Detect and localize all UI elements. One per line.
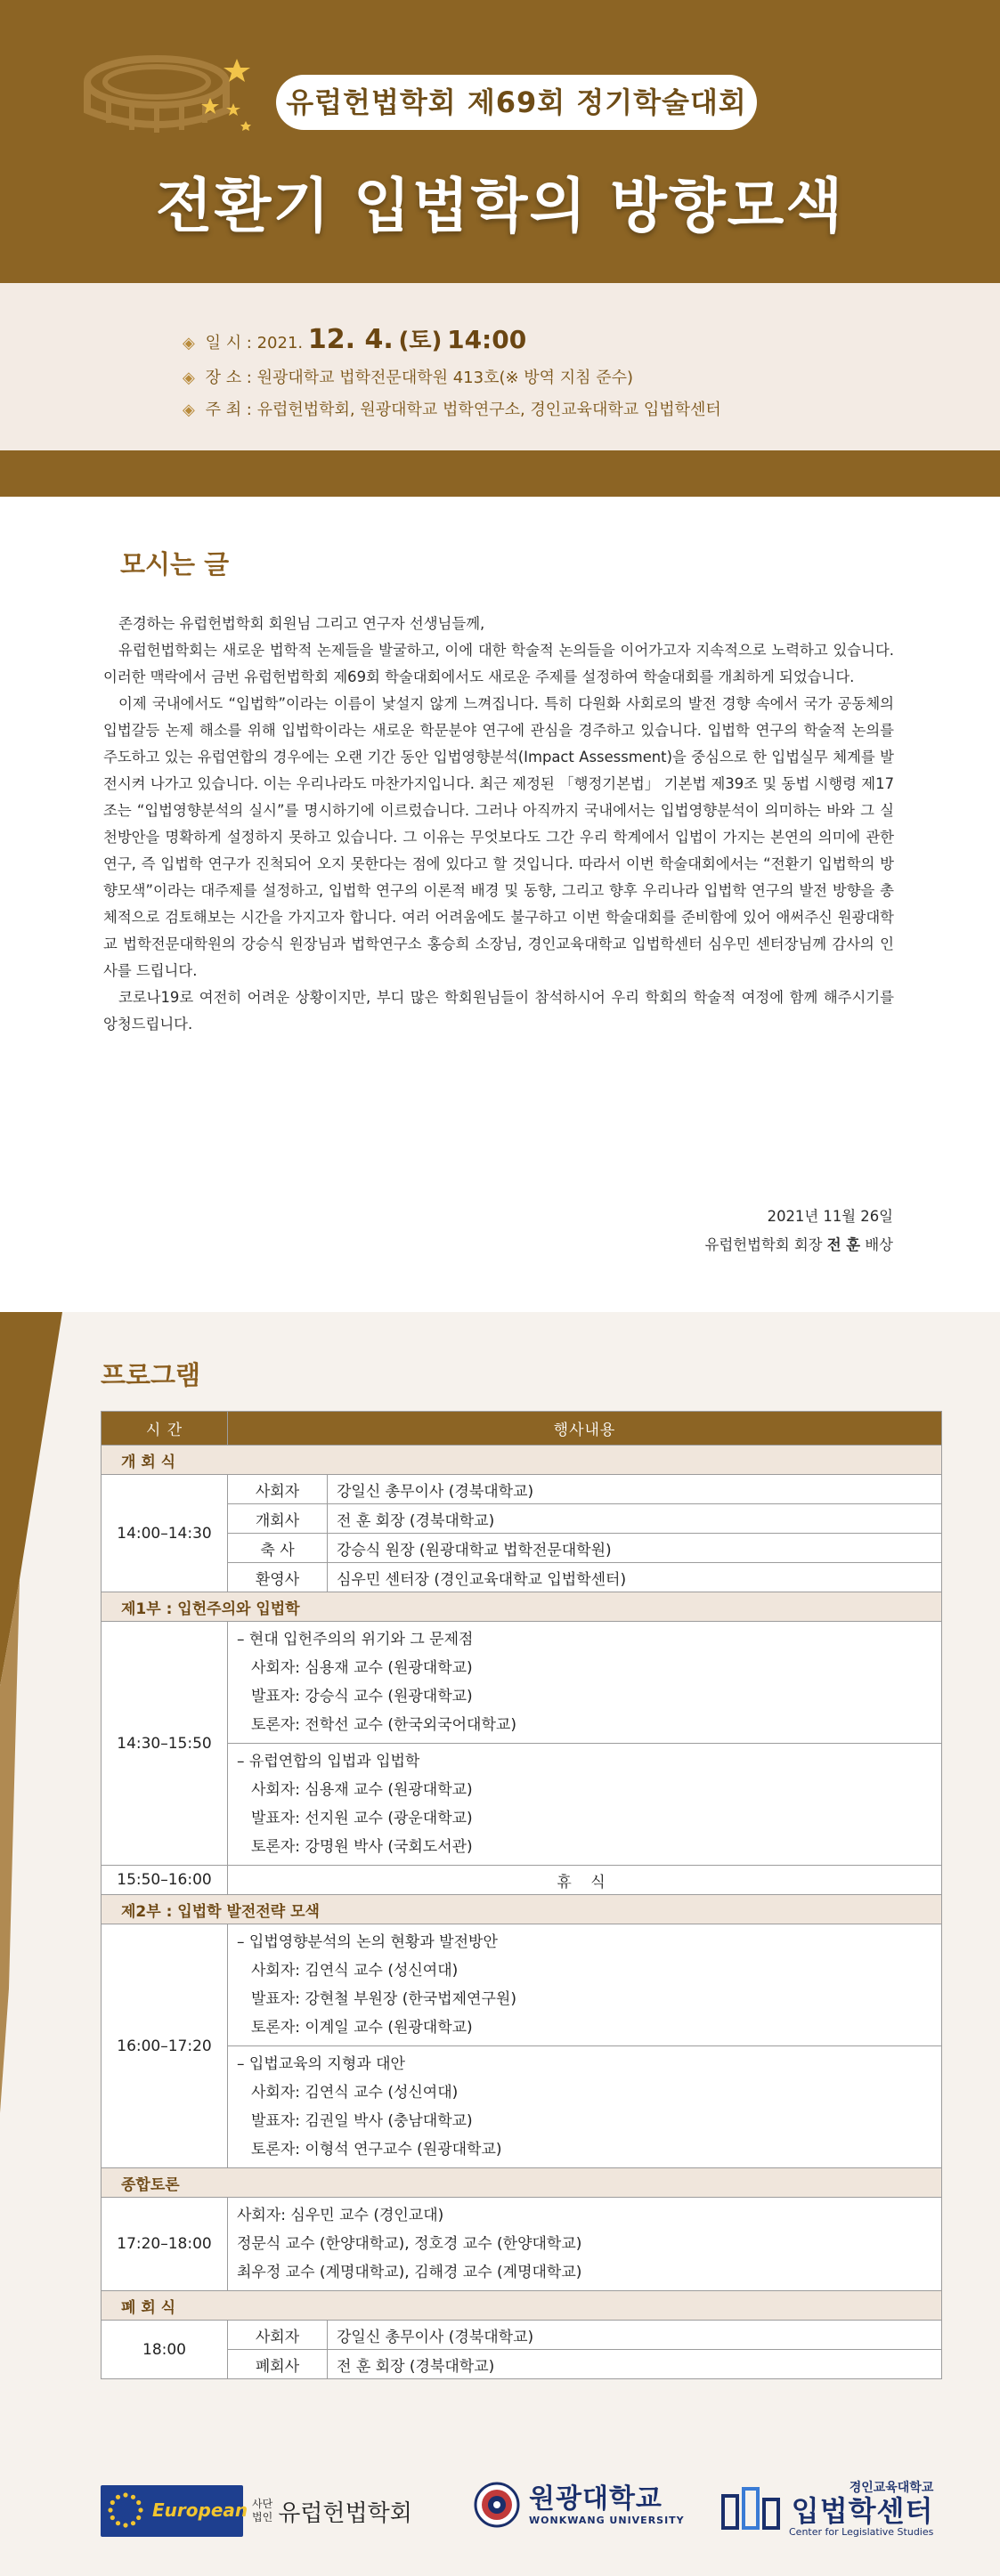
role-cell: 폐회사 — [228, 2350, 328, 2379]
topic-title: – 입법영향분석의 논의 현황과 발전방안 — [237, 1933, 498, 1951]
wonkwang-name — [529, 2484, 685, 2526]
topic-chair: 사회자: 심용재 교수 (원광대학교) — [251, 1659, 473, 1677]
section-label: 개 회 식 — [102, 1446, 942, 1475]
program-title: 프로그램 — [101, 1360, 201, 1390]
topic-title: – 입법교육의 지형과 대안 — [237, 2055, 405, 2073]
event-name-pill: 유럽헌법학회 제69회 정기학술대회 — [276, 75, 757, 130]
time-cell: 14:30–15:50 — [102, 1622, 228, 1866]
wonkwang-emblem-icon — [474, 2482, 520, 2528]
header-time: 시 간 — [102, 1412, 228, 1446]
wonkwang-name-en: WONKWANG UNIVERSITY — [529, 2514, 685, 2526]
topic-chair: 사회자: 심용재 교수 (원광대학교) — [251, 1781, 473, 1799]
topic-chair: 사회자: 김연식 교수 (성신여대) — [251, 2084, 459, 2102]
letter-body — [103, 611, 894, 1038]
time-cell: 16:00–17:20 — [102, 1924, 228, 2168]
header-content: 행사내용 — [228, 1412, 942, 1446]
eu-small-line: 법인 — [252, 2511, 273, 2523]
main-title: 전환기 입법학의 방향모색 — [155, 172, 845, 240]
topic-discussant: 토론자: 이형석 연구교수 (원광대학교) — [251, 2141, 502, 2159]
cl-university: 경인교육대학교 — [849, 2481, 934, 2495]
topic-title: – 유럽연합의 입법과 입법학 — [237, 1753, 420, 1770]
logo-european-constitutional-law-society — [101, 2485, 412, 2537]
event-info — [0, 283, 1000, 450]
table-row — [102, 2198, 942, 2291]
discussion-cell — [228, 2198, 942, 2291]
topic-presenter: 발표자: 선지원 교수 (광운대학교) — [251, 1810, 473, 1827]
topic-chair: 사회자: 김연식 교수 (성신여대) — [251, 1962, 459, 1980]
desc-cell: 강일신 총무이사 (경북대학교) — [328, 2321, 942, 2350]
letter-signature — [705, 1233, 893, 1254]
letter-title: 모시는 글 — [120, 549, 230, 579]
info-place-row — [183, 365, 633, 388]
discussion-line: 최우정 교수 (계명대학교), 김해경 교수 (계명대학교) — [237, 2264, 582, 2281]
eu-flag-icon — [101, 2485, 248, 2537]
section-row-opening — [102, 1446, 942, 1475]
desc-cell: 전 훈 회장 (경북대학교) — [328, 1504, 942, 1534]
info-host-row — [183, 397, 721, 420]
desc-cell: 심우민 센터장 (경인교육대학교 입법학센터) — [328, 1563, 942, 1592]
table-row — [102, 2046, 942, 2168]
letter-paragraph: 이제 국내에서도 “입법학”이라는 이름이 낯설지 않게 느껴집니다. 특히 다원화 사회로의 발전 경향 속에서 국가 공동체의 입법갈등 논제 해소를 위해 입법학이라는 새로운 학문분야 연구에 관심을 경주하고 있습니다. 입법학 연구의 학술적 논의를 주도하고 있는 유럽연합의 경우에는 오랜 기간 동안 입법영향분석(Impact Assessment)을 중심으로 한 입법실무 체계를 발전시켜 나가고 있습니다. 이는 우리나라도 마찬가지입니다. 최근 제정된 「행정기본법」 기본법 제39조 및 동법 시행령 제17조는 “입법영향분석의 실시”를 명시하기에 이르렀습니다. 그러나 아직까지 국내에서는 입법영향분석이 의미하는 바와 그 실천방안을 명확하게 설정하지 못하고 있습니다. 그 이유는 무엇보다도 그간 우리 학계에서 입법이 가지는 본연의 의미에 관한 연구, 즉 입법학 연구가 진척되어 오지 못한다는 점에 있다고 할 것입니다. 따라서 이번 학술대회에서는 “전환기 입법학의 방향모색”이라는 대주제를 설정하고, 입법학 연구의 이론적 배경 및 동향, 그리고 향후 우리나라 입법학 연구의 발전 방향을 총체적으로 검토해보는 시간을 가지고자 합니다. 여러 어려움에도 불구하고 이번 학술대회를 준비함에 있어 애써주신 원광대학교 법학전문대학원의 강승식 원장님과 법학연구소 홍승희 소장님, 경인교육대학교 입법학센터 심우민 센터장님께 감사의 인사를 드립니다. — [103, 695, 894, 979]
stadium-icon — [77, 46, 255, 144]
wonkwang-name-ko: 원광대학교 — [529, 2483, 663, 2515]
topic-title: – 현대 입헌주의의 위기와 그 문제점 — [237, 1631, 474, 1648]
role-cell: 개회사 — [228, 1504, 328, 1534]
role-cell: 사회자 — [228, 1475, 328, 1504]
topic-cell — [228, 1924, 942, 2046]
topic-cell — [228, 2046, 942, 2168]
diamond-bullet-icon: ◈ — [183, 401, 195, 419]
letter-date: 2021년 11월 26일 — [767, 1208, 893, 1225]
break-row — [102, 1866, 942, 1895]
info-date-row — [183, 322, 526, 355]
letter-paragraph: 유럽헌법학회는 새로운 법학적 논제들을 발굴하고, 이에 대한 학술적 논의들을 이어가고자 지속적으로 노력하고 있습니다. 이러한 맥락에서 금번 유럽헌법학회 제69회 학술대회에서도 새로운 주제를 설정하여 학술대회를 개최하게 되었습니다. — [103, 642, 894, 685]
legislative-center-emblem-icon — [720, 2483, 782, 2533]
legislative-center-text — [789, 2478, 933, 2538]
diamond-bullet-icon: ◈ — [183, 369, 195, 387]
discussion-line: 정문식 교수 (한양대학교), 정호경 교수 (한양대학교) — [237, 2235, 582, 2253]
role-cell: 사회자 — [228, 2321, 328, 2350]
break-label: 휴 식 — [228, 1866, 942, 1895]
section-row-closing — [102, 2291, 942, 2321]
table-row — [102, 1924, 942, 2046]
eu-flag-text: European — [152, 2499, 248, 2521]
section-label: 폐 회 식 — [102, 2291, 942, 2321]
topic-discussant: 토론자: 이계일 교수 (원광대학교) — [251, 2019, 473, 2037]
discussion-line: 사회자: 심우민 교수 (경인교대) — [237, 2207, 444, 2224]
signature-name: 전 훈 — [826, 1236, 861, 1253]
logo-legislative-center — [720, 2478, 933, 2538]
table-row — [102, 2350, 942, 2379]
section-label: 제2부 : 입법학 발전전략 모색 — [102, 1895, 942, 1924]
desc-cell: 강승식 원장 (원광대학교 법학전문대학원) — [328, 1534, 942, 1563]
decorative-ribbon-icon — [0, 1312, 89, 2576]
date-time: 14:00 — [447, 325, 527, 354]
program-table — [101, 1411, 942, 2379]
table-header-row — [102, 1412, 942, 1446]
diamond-bullet-icon: ◈ — [183, 334, 195, 352]
time-cell: 15:50–16:00 — [102, 1866, 228, 1895]
topic-presenter: 발표자: 강승식 교수 (원광대학교) — [251, 1688, 473, 1705]
topic-discussant: 토론자: 강명원 박사 (국회도서관) — [251, 1838, 473, 1856]
time-cell: 18:00 — [102, 2321, 228, 2379]
desc-cell: 전 훈 회장 (경북대학교) — [328, 2350, 942, 2379]
eu-society-name: 유럽헌법학회 — [278, 2499, 412, 2527]
host-label: 주 최 : — [205, 401, 252, 419]
table-row — [102, 1744, 942, 1866]
table-row — [102, 1622, 942, 1744]
section-label: 종합토론 — [102, 2168, 942, 2198]
signature-prefix: 유럽헌법학회 회장 — [704, 1236, 823, 1253]
table-row — [102, 1475, 942, 1504]
table-row — [102, 1534, 942, 1563]
host-value: 유럽헌법학회, 원광대학교 법학연구소, 경인교육대학교 입법학센터 — [256, 401, 721, 419]
section-row-session2 — [102, 1895, 942, 1924]
letter-paragraph: 존경하는 유럽헌법학회 회원님 그리고 연구자 선생님들께, — [118, 615, 485, 632]
topic-presenter: 발표자: 강현철 부원장 (한국법제연구원) — [251, 1990, 516, 2008]
table-row — [102, 1504, 942, 1534]
topic-discussant: 토론자: 전학선 교수 (한국외국어대학교) — [251, 1716, 516, 1734]
place-value: 원광대학교 법학전문대학원 413호(※ 방역 지침 준수) — [256, 369, 634, 387]
role-cell: 축 사 — [228, 1534, 328, 1563]
place-label: 장 소 : — [205, 369, 252, 387]
eu-small-line: 사단 — [252, 2498, 273, 2510]
section-row-discussion — [102, 2168, 942, 2198]
section-row-session1 — [102, 1592, 942, 1622]
date-year: 2021. — [256, 334, 304, 352]
header-banner — [0, 0, 1000, 283]
letter-paragraph: 코로나19로 여전히 어려운 상황이지만, 부디 많은 학회원님들이 참석하시어 우리 학회의 학술적 여정에 함께 해주시기를 앙청드립니다. — [103, 989, 894, 1033]
section-label: 제1부 : 입헌주의와 입법학 — [102, 1592, 942, 1622]
brown-divider-band — [0, 450, 1000, 497]
date-month-day: 12. 4. — [307, 324, 394, 355]
table-row — [102, 2321, 942, 2350]
logo-wonkwang-university — [474, 2482, 685, 2528]
date-label: 일 시 : — [205, 334, 252, 352]
sponsor-logos — [0, 2473, 1000, 2544]
cl-center-name: 입법학센터 — [791, 2494, 934, 2528]
table-row — [102, 1563, 942, 1592]
topic-cell — [228, 1622, 942, 1744]
topic-cell — [228, 1744, 942, 1866]
time-cell: 17:20–18:00 — [102, 2198, 228, 2291]
signature-suffix: 배상 — [865, 1236, 893, 1253]
desc-cell: 강일신 총무이사 (경북대학교) — [328, 1475, 942, 1504]
role-cell: 환영사 — [228, 1563, 328, 1592]
time-cell: 14:00–14:30 — [102, 1475, 228, 1592]
cl-center-en: Center for Legislative Studies — [789, 2526, 934, 2538]
date-weekday: (토) — [398, 328, 443, 354]
topic-presenter: 발표자: 김권일 박사 (충남대학교) — [251, 2112, 473, 2130]
eu-corporation-mark — [252, 2498, 272, 2524]
